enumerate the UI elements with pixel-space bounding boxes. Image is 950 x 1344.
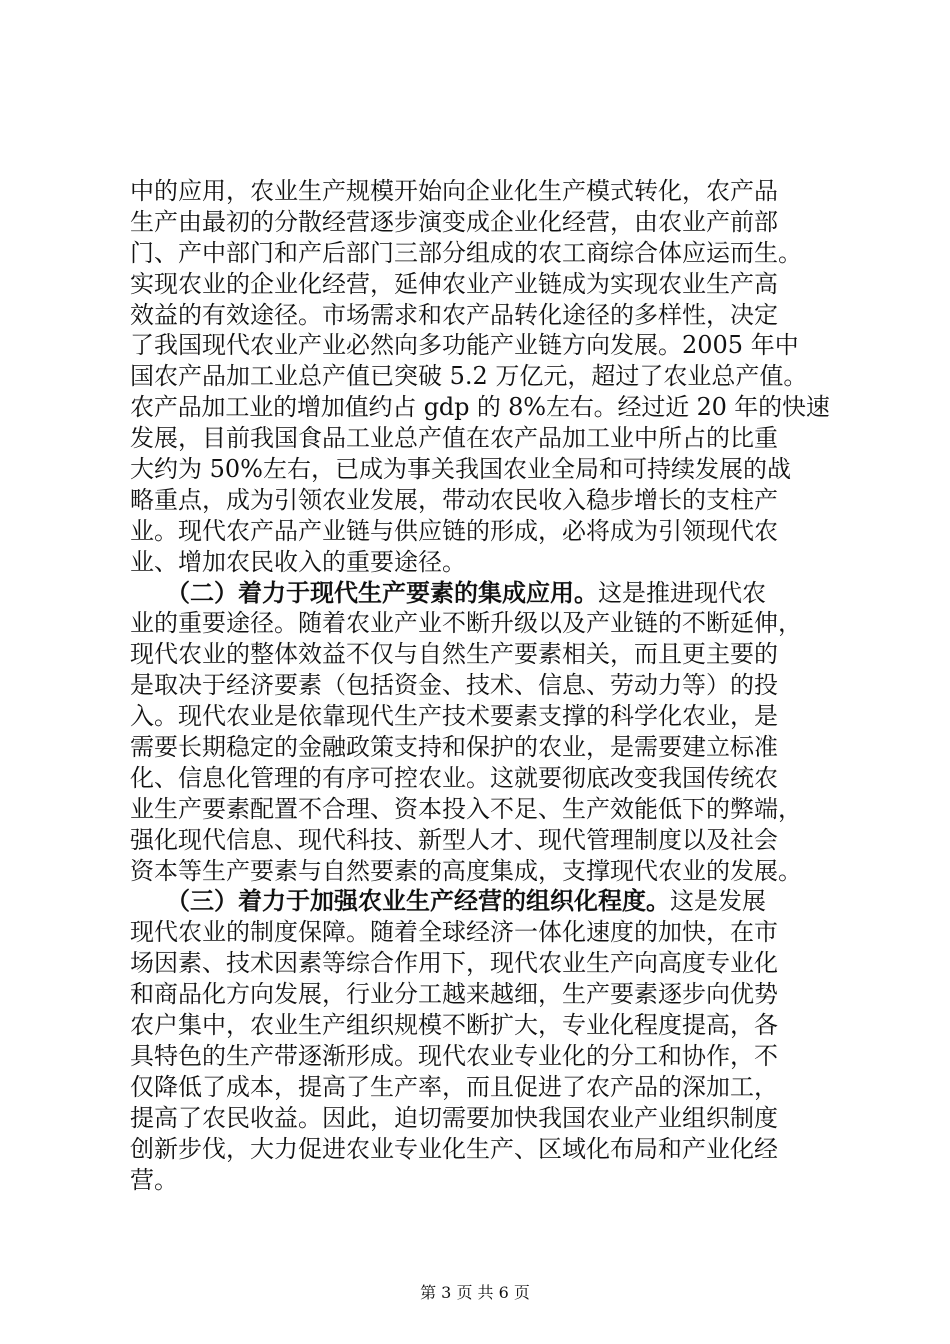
line-text: 业。现代农产品产业链与供应链的形成，必将成为引领现代农: [130, 516, 778, 545]
paragraph-indent: [130, 579, 178, 607]
text-line: [130, 763, 830, 794]
line-text: 业、增加农民收入的重要途径。: [130, 547, 466, 576]
line-text: 具特色的生产带逐渐形成。现代农业专业化的分工和协作，不: [130, 1041, 778, 1070]
text-line: [130, 917, 830, 948]
line-text: 业生产要素配置不合理、资本投入不足、生产效能低下的弊端，: [130, 794, 802, 823]
text-line: [130, 547, 830, 578]
line-text: 强化现代信息、现代科技、新型人才、现代管理制度以及社会: [130, 825, 778, 854]
text-line: [130, 485, 830, 516]
text-line: [130, 732, 830, 763]
text-line: [130, 856, 830, 887]
line-text: 化、信息化管理的有序可控农业。这就要彻底改变我国传统农: [130, 763, 778, 792]
text-line: [130, 608, 830, 639]
text-line: [130, 1103, 830, 1134]
paragraph-indent: [130, 887, 178, 915]
line-text: 略重点，成为引领农业发展，带动农民收入稳步增长的支柱产: [130, 485, 778, 514]
line-text: 这是发展: [670, 887, 766, 916]
text-line: [130, 639, 830, 670]
page-footer: 第 3 页 共 6 页: [420, 1283, 530, 1302]
line-text: 现代农业的整体效益不仅与自然生产要素相关，而且更主要的: [130, 640, 778, 669]
line-text: 发展，目前我国食品工业总产值在农产品加工业中所占的比重: [130, 424, 778, 453]
line-text: 营。: [130, 1165, 178, 1194]
line-text: 仅降低了成本，提高了生产率，而且促进了农产品的深加工，: [130, 1072, 778, 1101]
line-text: 国农产品加工业总产值已突破 5.2 万亿元，超过了农业总产值。: [130, 362, 808, 391]
line-text: 大约为 50%左右，已成为事关我国农业全局和可持续发展的战: [130, 455, 791, 484]
text-line: [130, 454, 830, 485]
line-text: 生产由最初的分散经营逐步演变成企业化经营，由农业产前部: [130, 207, 778, 236]
line-text: 是取决于经济要素（包括资金、技术、信息、劳动力等）的投: [130, 671, 778, 700]
text-line: [130, 176, 830, 207]
text-line: [130, 238, 830, 269]
text-line: [130, 330, 830, 361]
line-text: 农产品加工业的增加值约占 gdp 的 8%左右。经过近 20 年的快速: [130, 393, 830, 422]
line-text: 门、产中部门和产后部门三部分组成的农工商综合体应运而生。: [130, 238, 802, 267]
text-line: [130, 578, 830, 609]
text-line: [130, 361, 830, 392]
section-heading: （二）着力于现代生产要素的集成应用。: [178, 578, 598, 607]
text-line: [130, 207, 830, 238]
body-text: [130, 176, 830, 1195]
line-text: 农户集中，农业生产组织规模不断扩大，专业化程度提高，各: [130, 1011, 778, 1040]
line-text: 业的重要途径。随着农业产业不断升级以及产业链的不断延伸，: [130, 609, 802, 638]
line-text: 提高了农民收益。因此，迫切需要加快我国农业产业组织制度: [130, 1103, 778, 1132]
text-line: [130, 300, 830, 331]
text-line: [130, 1165, 830, 1196]
line-text: 场因素、技术因素等综合作用下，现代农业生产向高度专业化: [130, 949, 778, 978]
line-text: 中的应用，农业生产规模开始向企业化生产模式转化，农产品: [130, 177, 778, 205]
section-heading: （三）着力于加强农业生产经营的组织化程度。: [178, 887, 670, 916]
text-line: [130, 392, 830, 423]
line-text: 需要长期稳定的金融政策支持和保护的农业，是需要建立标准: [130, 733, 778, 762]
line-text: 这是推进现代农: [598, 578, 766, 607]
line-text: 效益的有效途径。市场需求和农产品转化途径的多样性，决定: [130, 300, 778, 329]
text-line: [130, 1041, 830, 1072]
text-line: [130, 979, 830, 1010]
text-line: [130, 825, 830, 856]
text-line: [130, 269, 830, 300]
text-line: [130, 516, 830, 547]
line-text: 了我国现代农业产业必然向多功能产业链方向发展。2005 年中: [130, 331, 799, 360]
line-text: 资本等生产要素与自然要素的高度集成，支撑现代农业的发展。: [130, 856, 802, 885]
line-text: 实现农业的企业化经营，延伸农业产业链成为实现农业生产高: [130, 269, 778, 298]
line-text: 入。现代农业是依靠现代生产技术要素支撑的科学化农业，是: [130, 702, 778, 731]
text-line: [130, 1072, 830, 1103]
text-line: [130, 1134, 830, 1165]
line-text: 现代农业的制度保障。随着全球经济一体化速度的加快，在市: [130, 918, 778, 947]
line-text: 和商品化方向发展，行业分工越来越细，生产要素逐步向优势: [130, 980, 778, 1009]
text-line: [130, 423, 830, 454]
text-line: [130, 948, 830, 979]
text-line: [130, 886, 830, 917]
text-line: [130, 1010, 830, 1041]
text-line: [130, 701, 830, 732]
text-line: [130, 670, 830, 701]
line-text: 创新步伐，大力促进农业专业化生产、区域化布局和产业化经: [130, 1134, 778, 1163]
text-line: [130, 794, 830, 825]
